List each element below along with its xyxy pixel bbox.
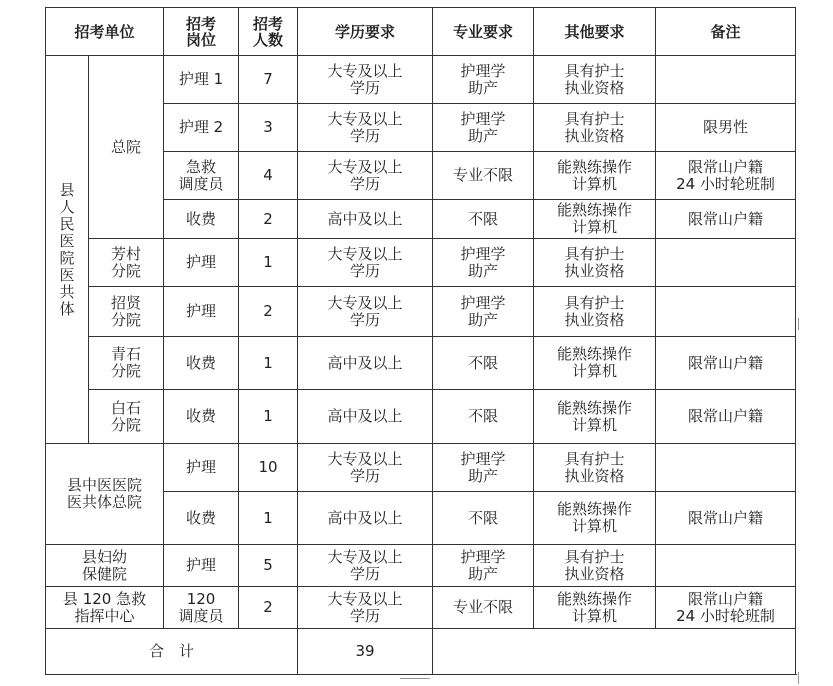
- subunit-baishi: 白石 分院: [89, 390, 164, 444]
- header-note: 备注: [656, 8, 796, 56]
- subunit-fangcun: 芳村 分院: [89, 239, 164, 287]
- cell-other: 具有护士 执业资格: [534, 545, 656, 587]
- header-major: 专业要求: [433, 8, 534, 56]
- cell-edu: 高中及以上: [298, 200, 433, 239]
- cell-post: 收费: [164, 200, 239, 239]
- cell-count: 5: [239, 545, 298, 587]
- cell-note: [656, 56, 796, 104]
- table-row: [46, 390, 796, 444]
- cell-major: 不限: [433, 492, 534, 545]
- header-other: 其他要求: [534, 8, 656, 56]
- cell-note: [656, 287, 796, 337]
- cell-note: 限常山户籍: [656, 492, 796, 545]
- header-unit: 招考单位: [46, 8, 164, 56]
- table-row: [46, 444, 796, 492]
- cell-note: 限常山户籍 24 小时轮班制: [656, 152, 796, 200]
- cell-count: 7: [239, 56, 298, 104]
- page-edge-artifact: [798, 672, 799, 684]
- cell-other: 能熟练操作 计算机: [534, 152, 656, 200]
- subunit-zhaoxian: 招贤 分院: [89, 287, 164, 337]
- cell-major: 护理学 助产: [433, 104, 534, 152]
- cell-note: [656, 239, 796, 287]
- cell-post: 护理 2: [164, 104, 239, 152]
- group-maternal-child: 县妇幼 保健院: [46, 545, 164, 587]
- cell-other: 能熟练操作 计算机: [534, 200, 656, 239]
- table-row: [46, 239, 796, 287]
- page-edge-artifact: [400, 678, 430, 679]
- cell-note: 限常山户籍: [656, 390, 796, 444]
- cell-note: 限常山户籍: [656, 337, 796, 390]
- cell-edu: 大专及以上 学历: [298, 587, 433, 629]
- page-edge-artifact: [798, 318, 799, 330]
- cell-note: [656, 444, 796, 492]
- cell-post: 护理: [164, 239, 239, 287]
- cell-major: 护理学 助产: [433, 287, 534, 337]
- table-row: [46, 587, 796, 629]
- cell-edu: 大专及以上 学历: [298, 239, 433, 287]
- cell-other: 能熟练操作 计算机: [534, 390, 656, 444]
- cell-count: 1: [239, 337, 298, 390]
- cell-post: 护理: [164, 444, 239, 492]
- cell-count: 1: [239, 239, 298, 287]
- group-county-hospital: 县 人 民 医 院 医 共 体: [46, 56, 89, 444]
- cell-other: 具有护士 执业资格: [534, 287, 656, 337]
- table-row: [46, 287, 796, 337]
- cell-edu: 大专及以上 学历: [298, 56, 433, 104]
- cell-note: 限常山户籍: [656, 200, 796, 239]
- cell-edu: 大专及以上 学历: [298, 545, 433, 587]
- cell-post: 收费: [164, 337, 239, 390]
- cell-edu: 高中及以上: [298, 337, 433, 390]
- cell-count: 1: [239, 390, 298, 444]
- cell-post: 急救 调度员: [164, 152, 239, 200]
- cell-count: 2: [239, 587, 298, 629]
- cell-other: 具有护士 执业资格: [534, 104, 656, 152]
- cell-edu: 大专及以上 学历: [298, 104, 433, 152]
- cell-edu: 高中及以上: [298, 390, 433, 444]
- cell-major: 不限: [433, 200, 534, 239]
- cell-note: 限常山户籍 24 小时轮班制: [656, 587, 796, 629]
- cell-count: 10: [239, 444, 298, 492]
- cell-post: 护理: [164, 545, 239, 587]
- cell-other: 具有护士 执业资格: [534, 56, 656, 104]
- header-row: [46, 8, 796, 56]
- cell-major: 不限: [433, 337, 534, 390]
- cell-major: 护理学 助产: [433, 545, 534, 587]
- cell-major: 护理学 助产: [433, 56, 534, 104]
- header-post: 招考 岗位: [164, 8, 239, 56]
- total-count: 39: [298, 629, 433, 675]
- subunit-qingshi: 青石 分院: [89, 337, 164, 390]
- cell-edu: 大专及以上 学历: [298, 152, 433, 200]
- cell-other: 具有护士 执业资格: [534, 239, 656, 287]
- subunit-main: 总院: [89, 56, 164, 239]
- cell-post: 收费: [164, 492, 239, 545]
- cell-post: 护理 1: [164, 56, 239, 104]
- group-emergency-center: 县 120 急救 指挥中心: [46, 587, 164, 629]
- table-row: [46, 545, 796, 587]
- header-edu: 学历要求: [298, 8, 433, 56]
- cell-major: 专业不限: [433, 587, 534, 629]
- cell-count: 3: [239, 104, 298, 152]
- cell-other: 能熟练操作 计算机: [534, 587, 656, 629]
- recruitment-table: [45, 7, 796, 675]
- cell-post: 收费: [164, 390, 239, 444]
- cell-other: 能熟练操作 计算机: [534, 492, 656, 545]
- cell-major: 不限: [433, 390, 534, 444]
- cell-other: 能熟练操作 计算机: [534, 337, 656, 390]
- cell-count: 4: [239, 152, 298, 200]
- total-label: 合 计: [46, 629, 298, 675]
- cell-other: 具有护士 执业资格: [534, 444, 656, 492]
- cell-major: 护理学 助产: [433, 444, 534, 492]
- cell-note: 限男性: [656, 104, 796, 152]
- cell-note: [656, 545, 796, 587]
- header-count: 招考 人数: [239, 8, 298, 56]
- cell-count: 1: [239, 492, 298, 545]
- cell-post: 120 调度员: [164, 587, 239, 629]
- cell-major: 护理学 助产: [433, 239, 534, 287]
- total-blank: [433, 629, 796, 675]
- cell-edu: 大专及以上 学历: [298, 444, 433, 492]
- cell-major: 专业不限: [433, 152, 534, 200]
- total-row: [46, 629, 796, 675]
- cell-count: 2: [239, 287, 298, 337]
- cell-count: 2: [239, 200, 298, 239]
- group-tcm-hospital: 县中医医院 医共体总院: [46, 444, 164, 545]
- cell-post: 护理: [164, 287, 239, 337]
- table-row: [46, 337, 796, 390]
- cell-edu: 高中及以上: [298, 492, 433, 545]
- table-row: [46, 56, 796, 104]
- cell-edu: 大专及以上 学历: [298, 287, 433, 337]
